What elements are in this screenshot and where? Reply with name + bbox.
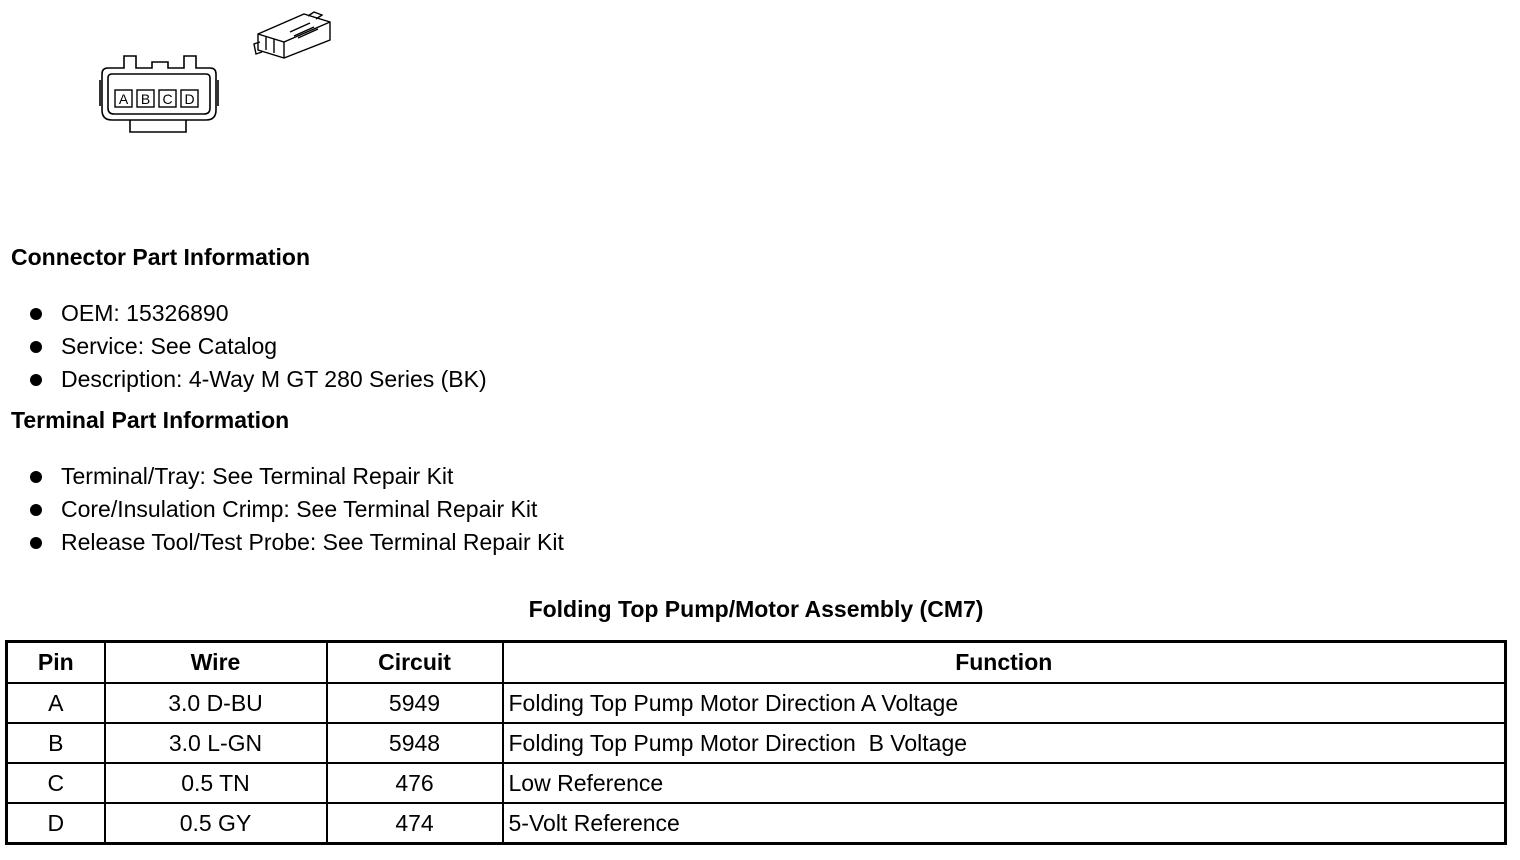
cell-pin: D xyxy=(7,803,105,844)
cell-pin: A xyxy=(7,683,105,723)
table-header-row xyxy=(7,642,1506,684)
pin-table-title: Folding Top Pump/Motor Assembly (CM7) xyxy=(528,596,984,622)
cell-pin: C xyxy=(7,763,105,803)
connector-isometric-diagram xyxy=(252,10,336,62)
cell-circuit: 476 xyxy=(327,763,503,803)
terminal-info-release-tool: Release Tool/Test Probe: See Terminal Repair Kit xyxy=(61,529,564,555)
cell-circuit: 5949 xyxy=(327,683,503,723)
list-item xyxy=(0,531,564,564)
connector-face-diagram xyxy=(96,50,222,138)
cavity-label-b: B xyxy=(140,91,151,107)
cell-function: Low Reference xyxy=(503,763,1506,803)
table-row xyxy=(7,683,1506,723)
list-item xyxy=(0,465,564,498)
cell-pin: B xyxy=(7,723,105,763)
table-row xyxy=(7,723,1506,763)
list-item xyxy=(0,498,564,531)
bullet-icon xyxy=(30,504,42,516)
header-wire: Wire xyxy=(105,642,327,684)
list-item xyxy=(0,302,487,335)
connector-info-description: Description: 4-Way M GT 280 Series (BK) xyxy=(61,366,487,392)
cell-wire: 0.5 TN xyxy=(105,763,327,803)
header-pin: Pin xyxy=(7,642,105,684)
cell-circuit: 474 xyxy=(327,803,503,844)
header-circuit: Circuit xyxy=(327,642,503,684)
cavity-label-a: A xyxy=(118,91,129,107)
terminal-info-crimp: Core/Insulation Crimp: See Terminal Repair Kit xyxy=(61,496,538,522)
list-item xyxy=(0,335,487,368)
cell-circuit: 5948 xyxy=(327,723,503,763)
connector-info-oem: OEM: 15326890 xyxy=(61,300,229,326)
bullet-icon xyxy=(30,471,42,483)
bullet-icon xyxy=(30,537,42,549)
cavity-label-c: C xyxy=(162,91,173,107)
pin-table xyxy=(5,640,1507,845)
terminal-info-tray: Terminal/Tray: See Terminal Repair Kit xyxy=(61,463,454,489)
cell-wire: 3.0 D-BU xyxy=(105,683,327,723)
cell-wire: 3.0 L-GN xyxy=(105,723,327,763)
header-function: Function xyxy=(503,642,1506,684)
connector-info-service: Service: See Catalog xyxy=(61,333,278,359)
table-row xyxy=(7,803,1506,844)
connector-part-info-heading: Connector Part Information xyxy=(11,244,311,270)
bullet-icon xyxy=(30,341,42,353)
terminal-part-info-heading: Terminal Part Information xyxy=(11,407,290,433)
terminal-part-info-list xyxy=(0,465,564,564)
cell-function: 5-Volt Reference xyxy=(503,803,1506,844)
cell-function: Folding Top Pump Motor Direction A Voltage xyxy=(503,683,1506,723)
cell-wire: 0.5 GY xyxy=(105,803,327,844)
connector-part-info-list xyxy=(0,302,487,401)
bullet-icon xyxy=(30,374,42,386)
table-row xyxy=(7,763,1506,803)
cavity-label-d: D xyxy=(184,91,195,107)
list-item xyxy=(0,368,487,401)
cell-function: Folding Top Pump Motor Direction B Voltage xyxy=(503,723,1506,763)
bullet-icon xyxy=(30,308,42,320)
